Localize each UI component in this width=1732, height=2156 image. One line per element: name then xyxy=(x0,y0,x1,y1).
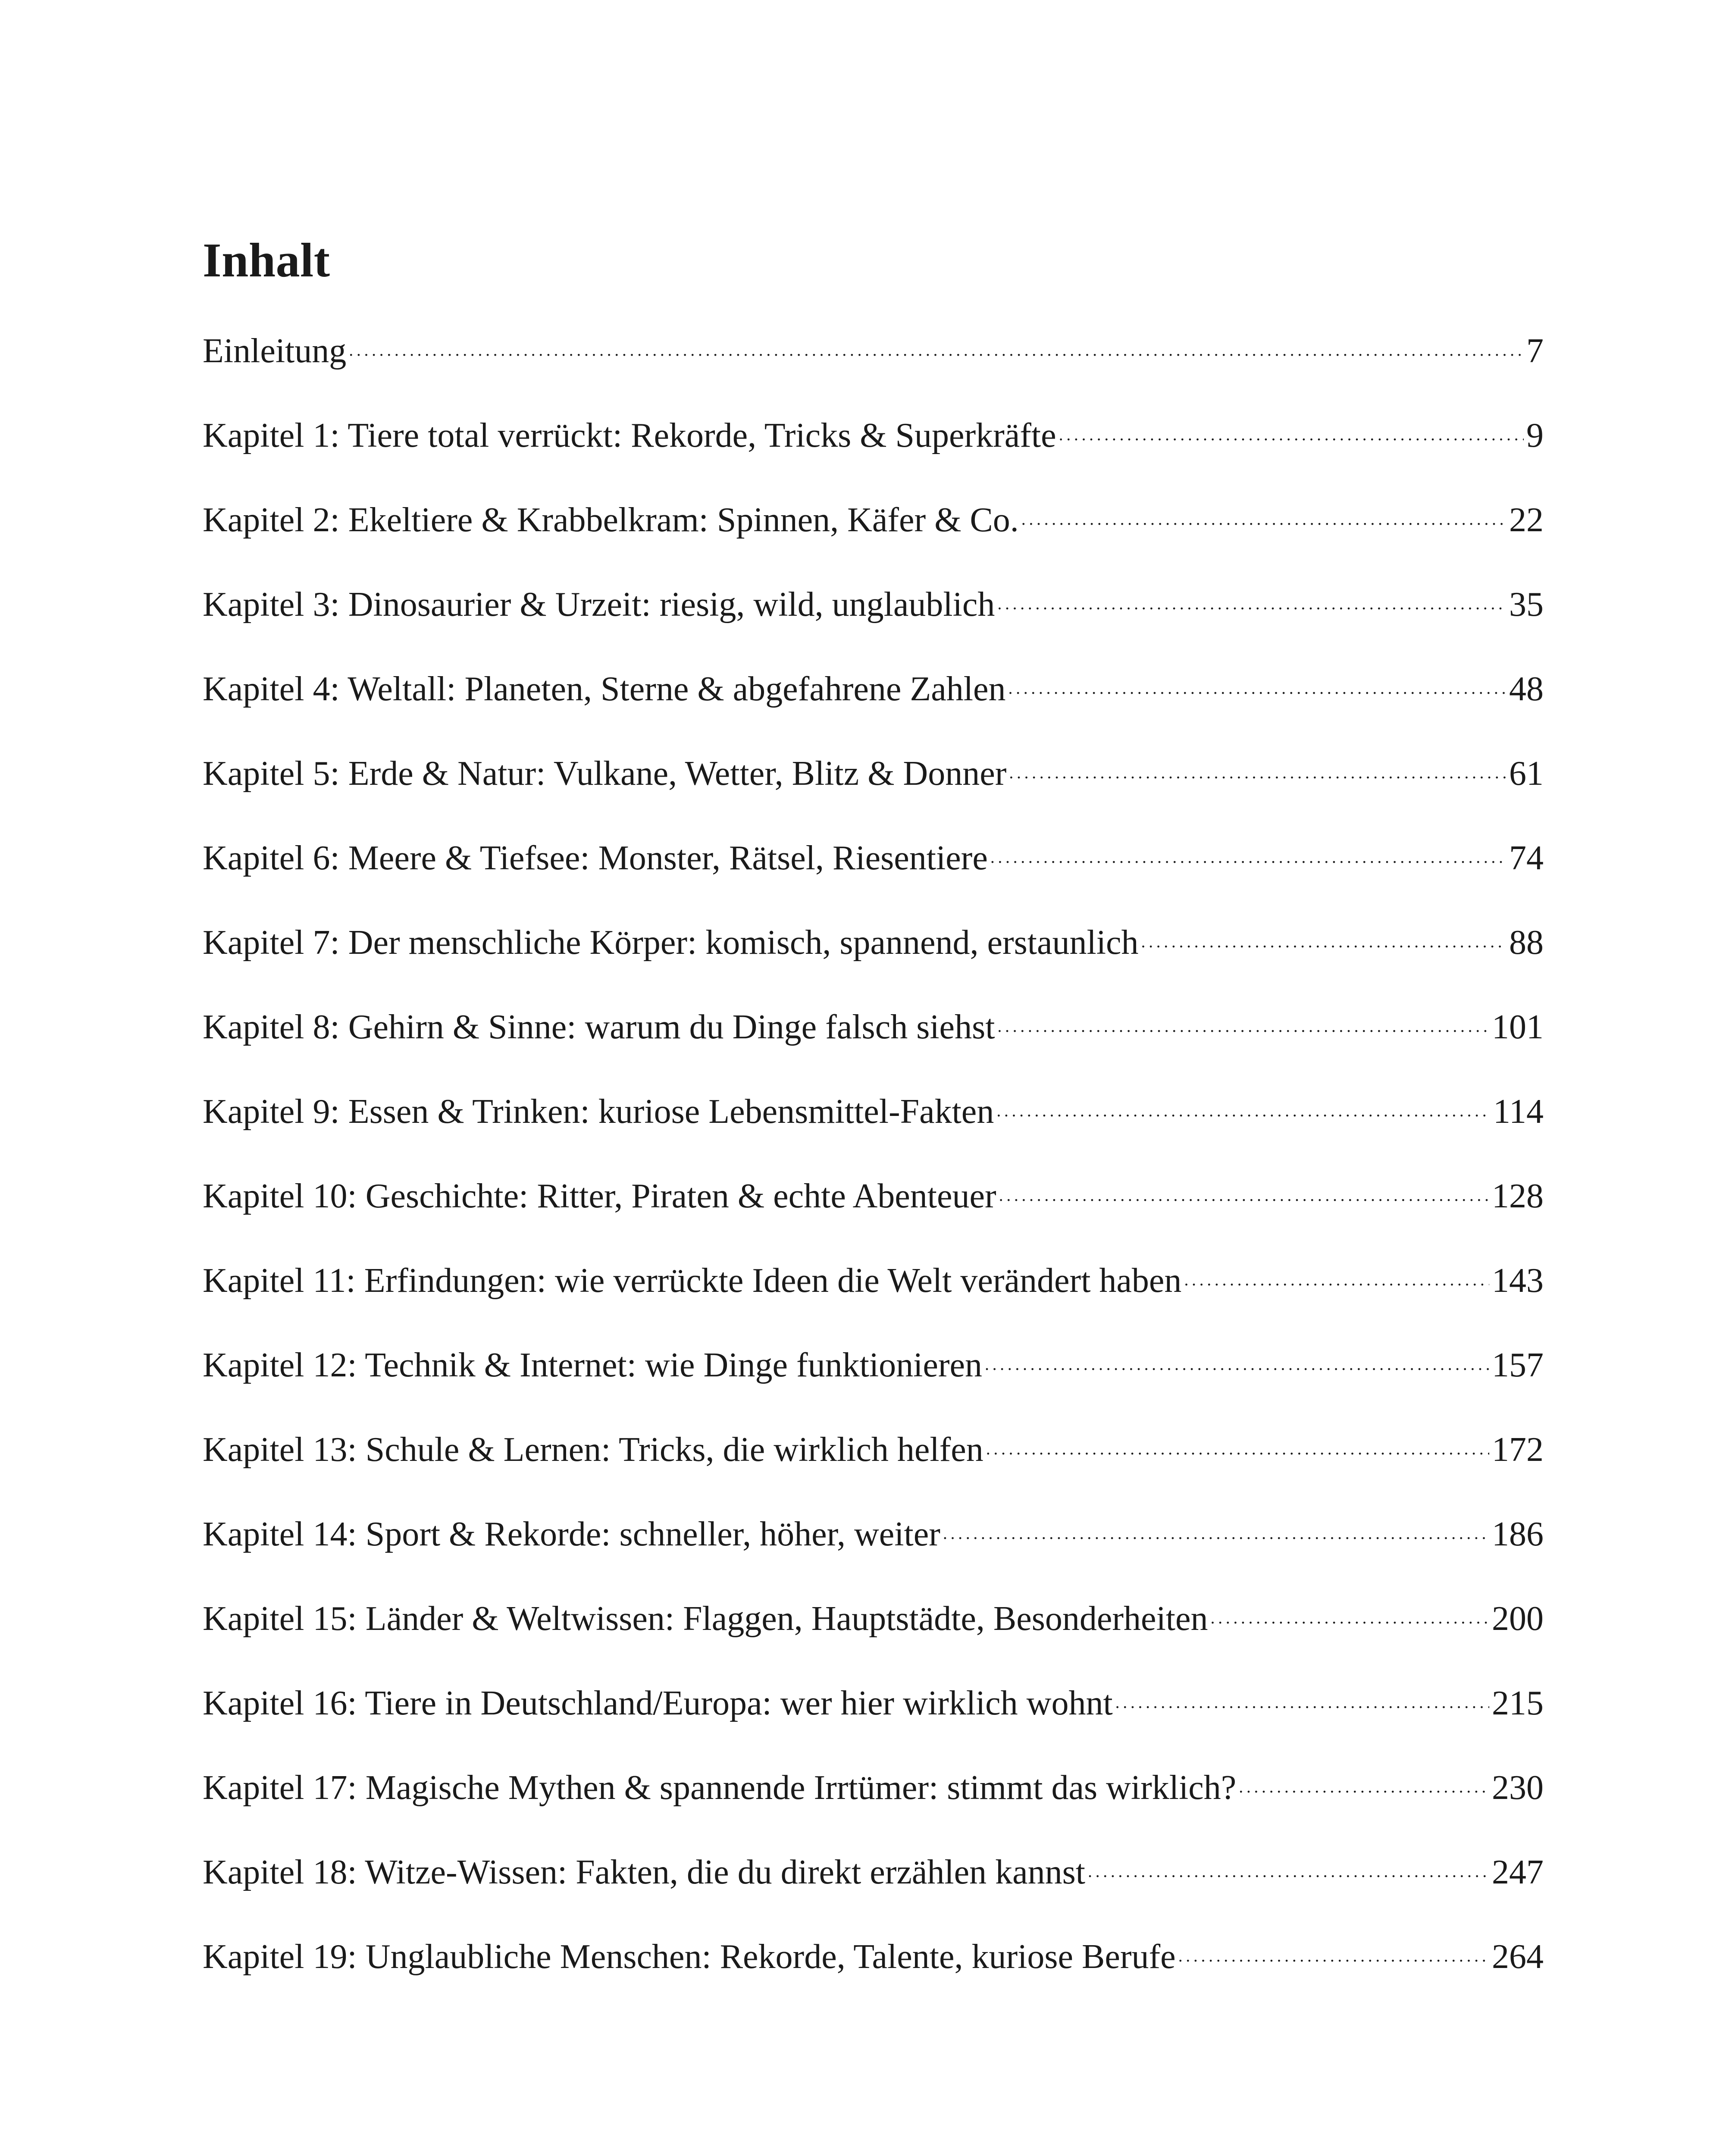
toc-entry-label: Kapitel 9: Essen & Trinken: kuriose Lebensmittel-Fakten xyxy=(203,1093,994,1131)
toc-entry-label: Einleitung xyxy=(203,332,347,370)
toc-entry-label: Kapitel 17: Magische Mythen & spannende Irrtümer: stimmt das wirklich? xyxy=(203,1769,1237,1807)
toc-entry-label: Kapitel 2: Ekeltiere & Krabbelkram: Spinnen, Käfer & Co. xyxy=(203,501,1019,539)
toc-entry[interactable] xyxy=(203,1595,1544,1680)
dot-leader xyxy=(349,328,1524,362)
toc-entry[interactable] xyxy=(203,1934,1544,2018)
toc-entry-label: Kapitel 7: Der menschliche Körper: komisch, spannend, erstaunlich xyxy=(203,924,1139,962)
toc-entry-page-number: 128 xyxy=(1492,1177,1544,1215)
toc-entry-page-number: 247 xyxy=(1492,1853,1544,1891)
toc-entry[interactable] xyxy=(203,1173,1544,1257)
toc-entry-label: Kapitel 14: Sport & Rekorde: schneller, höher, weiter xyxy=(203,1515,940,1553)
dot-leader xyxy=(1178,1934,1489,1968)
toc-entry-label: Kapitel 11: Erfindungen: wie verrückte Ideen die Welt verändert haben xyxy=(203,1262,1182,1300)
toc-entry-page-number: 101 xyxy=(1492,1008,1544,1046)
toc-entry-page-number: 186 xyxy=(1492,1515,1544,1553)
toc-entry-page-number: 22 xyxy=(1509,501,1544,539)
toc-entry-page-number: 172 xyxy=(1492,1431,1544,1469)
toc-entry-page-number: 61 xyxy=(1509,755,1544,793)
dot-leader xyxy=(990,835,1506,869)
toc-entry[interactable] xyxy=(203,1426,1544,1511)
toc-entry-page-number: 143 xyxy=(1492,1262,1544,1300)
toc-entry-label: Kapitel 1: Tiere total verrückt: Rekorde, Tricks & Superkräfte xyxy=(203,417,1056,454)
dot-leader xyxy=(999,1173,1489,1207)
dot-leader xyxy=(996,1088,1491,1123)
dot-leader xyxy=(943,1511,1489,1545)
toc-entry[interactable] xyxy=(203,1764,1544,1849)
dot-leader xyxy=(997,1004,1489,1038)
toc-entry[interactable] xyxy=(203,412,1544,497)
toc-entry-label: Kapitel 10: Geschichte: Ritter, Piraten & echte Abenteuer xyxy=(203,1177,996,1215)
toc-entry[interactable] xyxy=(203,328,1544,412)
toc-entry[interactable] xyxy=(203,1257,1544,1342)
toc-entry-label: Kapitel 15: Länder & Weltwissen: Flaggen, Hauptstädte, Besonderheiten xyxy=(203,1600,1208,1638)
toc-entry[interactable] xyxy=(203,1849,1544,1934)
dot-leader xyxy=(1115,1680,1489,1714)
toc-entry[interactable] xyxy=(203,1004,1544,1088)
toc-entry-page-number: 215 xyxy=(1492,1684,1544,1722)
toc-entry[interactable] xyxy=(203,497,1544,581)
toc-entry-label: Kapitel 5: Erde & Natur: Vulkane, Wetter, Blitz & Donner xyxy=(203,755,1007,793)
dot-leader xyxy=(1009,666,1507,700)
dot-leader xyxy=(1211,1595,1489,1630)
dot-leader xyxy=(986,1426,1489,1461)
toc-entry-label: Kapitel 4: Weltall: Planeten, Sterne & abgefahrene Zahlen xyxy=(203,670,1006,708)
dot-leader xyxy=(1239,1764,1489,1799)
toc-entry-label: Kapitel 6: Meere & Tiefsee: Monster, Rätsel, Riesentiere xyxy=(203,839,988,877)
toc-entry-label: Kapitel 18: Witze-Wissen: Fakten, die du direkt erzählen kannst xyxy=(203,1853,1086,1891)
toc-entry-page-number: 48 xyxy=(1509,670,1544,708)
toc-entry-page-number: 114 xyxy=(1493,1093,1544,1131)
dot-leader xyxy=(1059,412,1524,447)
toc-list xyxy=(203,328,1544,2018)
toc-entry-label: Kapitel 19: Unglaubliche Menschen: Rekorde, Talente, kuriose Berufe xyxy=(203,1938,1176,1976)
toc-entry[interactable] xyxy=(203,1511,1544,1595)
toc-entry[interactable] xyxy=(203,1088,1544,1173)
document-page xyxy=(203,0,1544,2156)
dot-leader xyxy=(1009,750,1506,785)
toc-entry-page-number: 7 xyxy=(1526,332,1544,370)
dot-leader xyxy=(1088,1849,1489,1883)
toc-entry[interactable] xyxy=(203,835,1544,919)
toc-entry-page-number: 264 xyxy=(1492,1938,1544,1976)
toc-entry-page-number: 230 xyxy=(1492,1769,1544,1807)
toc-entry[interactable] xyxy=(203,1680,1544,1764)
dot-leader xyxy=(1141,919,1506,954)
toc-entry-page-number: 35 xyxy=(1509,586,1544,624)
toc-entry-label: Kapitel 8: Gehirn & Sinne: warum du Dinge falsch siehst xyxy=(203,1008,995,1046)
toc-entry-label: Kapitel 16: Tiere in Deutschland/Europa: wer hier wirklich wohnt xyxy=(203,1684,1113,1722)
toc-entry-label: Kapitel 3: Dinosaurier & Urzeit: riesig, wild, unglaublich xyxy=(203,586,995,624)
toc-entry[interactable] xyxy=(203,1342,1544,1426)
toc-title: Inhalt xyxy=(203,234,330,287)
toc-entry-page-number: 74 xyxy=(1509,839,1544,877)
dot-leader xyxy=(997,581,1506,616)
toc-entry-page-number: 9 xyxy=(1526,417,1544,454)
dot-leader xyxy=(1021,497,1506,531)
dot-leader xyxy=(1184,1257,1489,1292)
dot-leader xyxy=(985,1342,1489,1376)
toc-entry[interactable] xyxy=(203,666,1544,750)
toc-entry[interactable] xyxy=(203,919,1544,1004)
toc-entry[interactable] xyxy=(203,750,1544,835)
toc-entry-label: Kapitel 13: Schule & Lernen: Tricks, die wirklich helfen xyxy=(203,1431,983,1469)
toc-entry-label: Kapitel 12: Technik & Internet: wie Dinge funktionieren xyxy=(203,1346,982,1384)
toc-entry-page-number: 200 xyxy=(1492,1600,1544,1638)
toc-entry[interactable] xyxy=(203,581,1544,666)
toc-entry-page-number: 88 xyxy=(1509,924,1544,962)
toc-entry-page-number: 157 xyxy=(1492,1346,1544,1384)
